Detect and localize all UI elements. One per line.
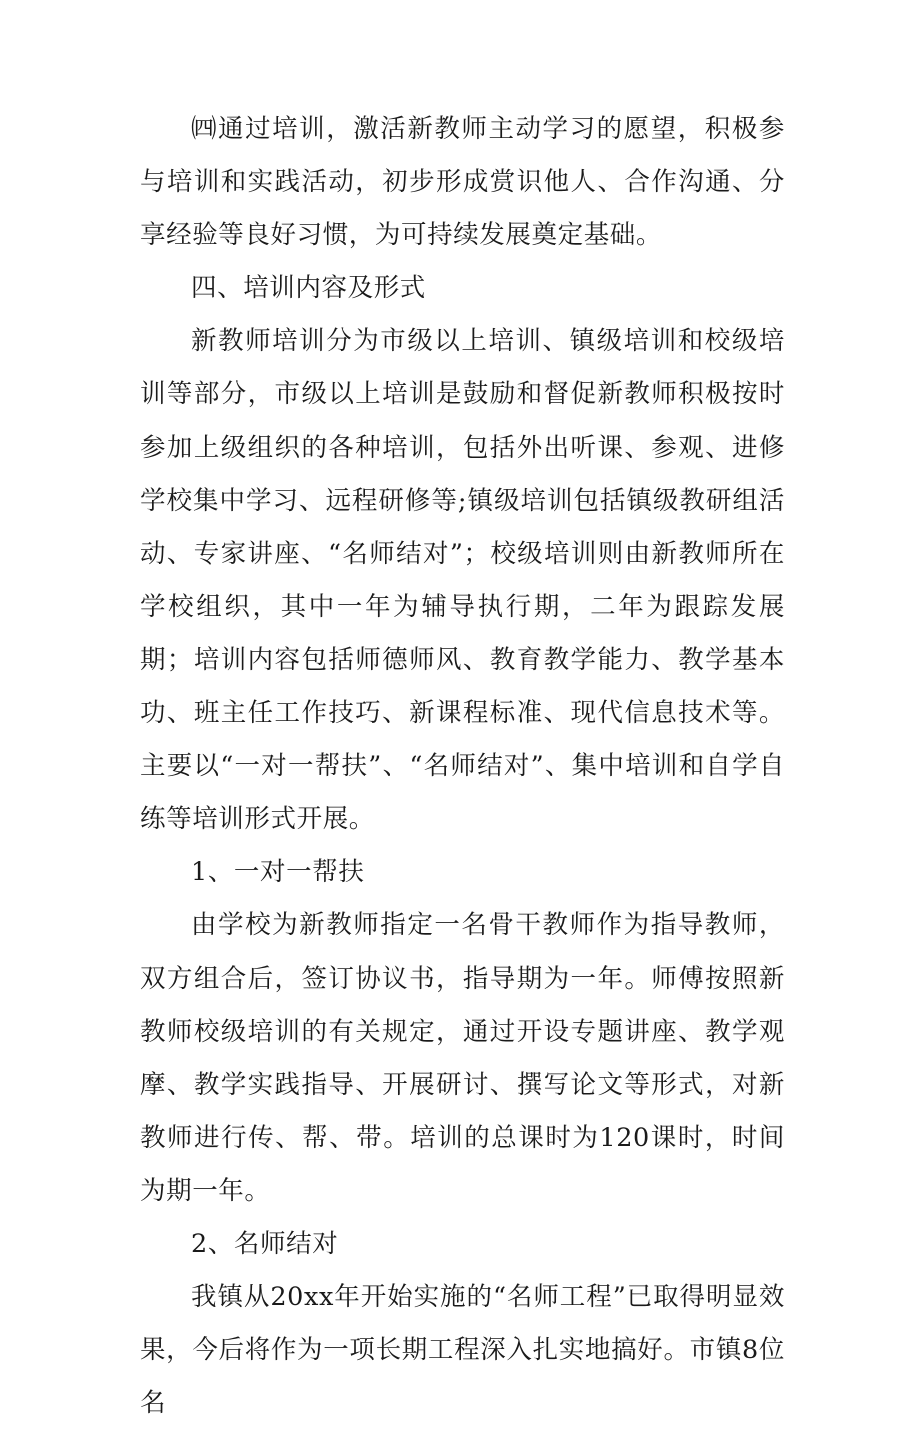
- paragraph-famous-teacher-pairing: 我镇从20xx年开始实施的“名师工程”已取得明显效果，今后将作为一项长期工程深入扎实地搞好。市镇8位名: [140, 1282, 785, 1419]
- paragraph-training-levels: 新教师培训分为市级以上培训、镇级培训和校级培训等部分，市级以上培训是鼓励和督促新教师积极按时参加上级组织的各种培训，包括外出听课、参观、进修学校集中学习、远程研修等;镇级培训包括镇级教研组活动、专家讲座、“名师结对”；校级培训则由新教师所在学校组织，其中一年为辅导执行期，二年为跟踪发展期；培训内容包括师德师风、教育教学能力、教学基本功、班主任工作技巧、新课程标准、现代信息技术等。主要以“一对一帮扶”、“名师结对”、集中培训和自学自练等培训形式开展。: [140, 326, 785, 835]
- document-body: [140, 103, 785, 1430]
- subheading-one-on-one-mentoring: 1、一对一帮扶: [191, 857, 365, 888]
- paragraph-training-goal-4: ㈣通过培训，激活新教师主动学习的愿望，积极参与培训和实践活动，初步形成赏识他人、合作沟通、分享经验等良好习惯，为可持续发展奠定基础。: [140, 114, 785, 251]
- subheading-famous-teacher-pairing: 2、名师结对: [191, 1228, 339, 1259]
- section-heading-content-and-form: 四、培训内容及形式: [191, 273, 426, 304]
- paragraph-one-on-one-mentoring: 由学校为新教师指定一名骨干教师作为指导教师，双方组合后，签订协议书，指导期为一年。师傅按照新教师校级培训的有关规定，通过开设专题讲座、教学观摩、教学实践指导、开展研讨、撰写论文等形式，对新教师进行传、帮、带。培训的总课时为120课时，时间为期一年。: [140, 910, 785, 1206]
